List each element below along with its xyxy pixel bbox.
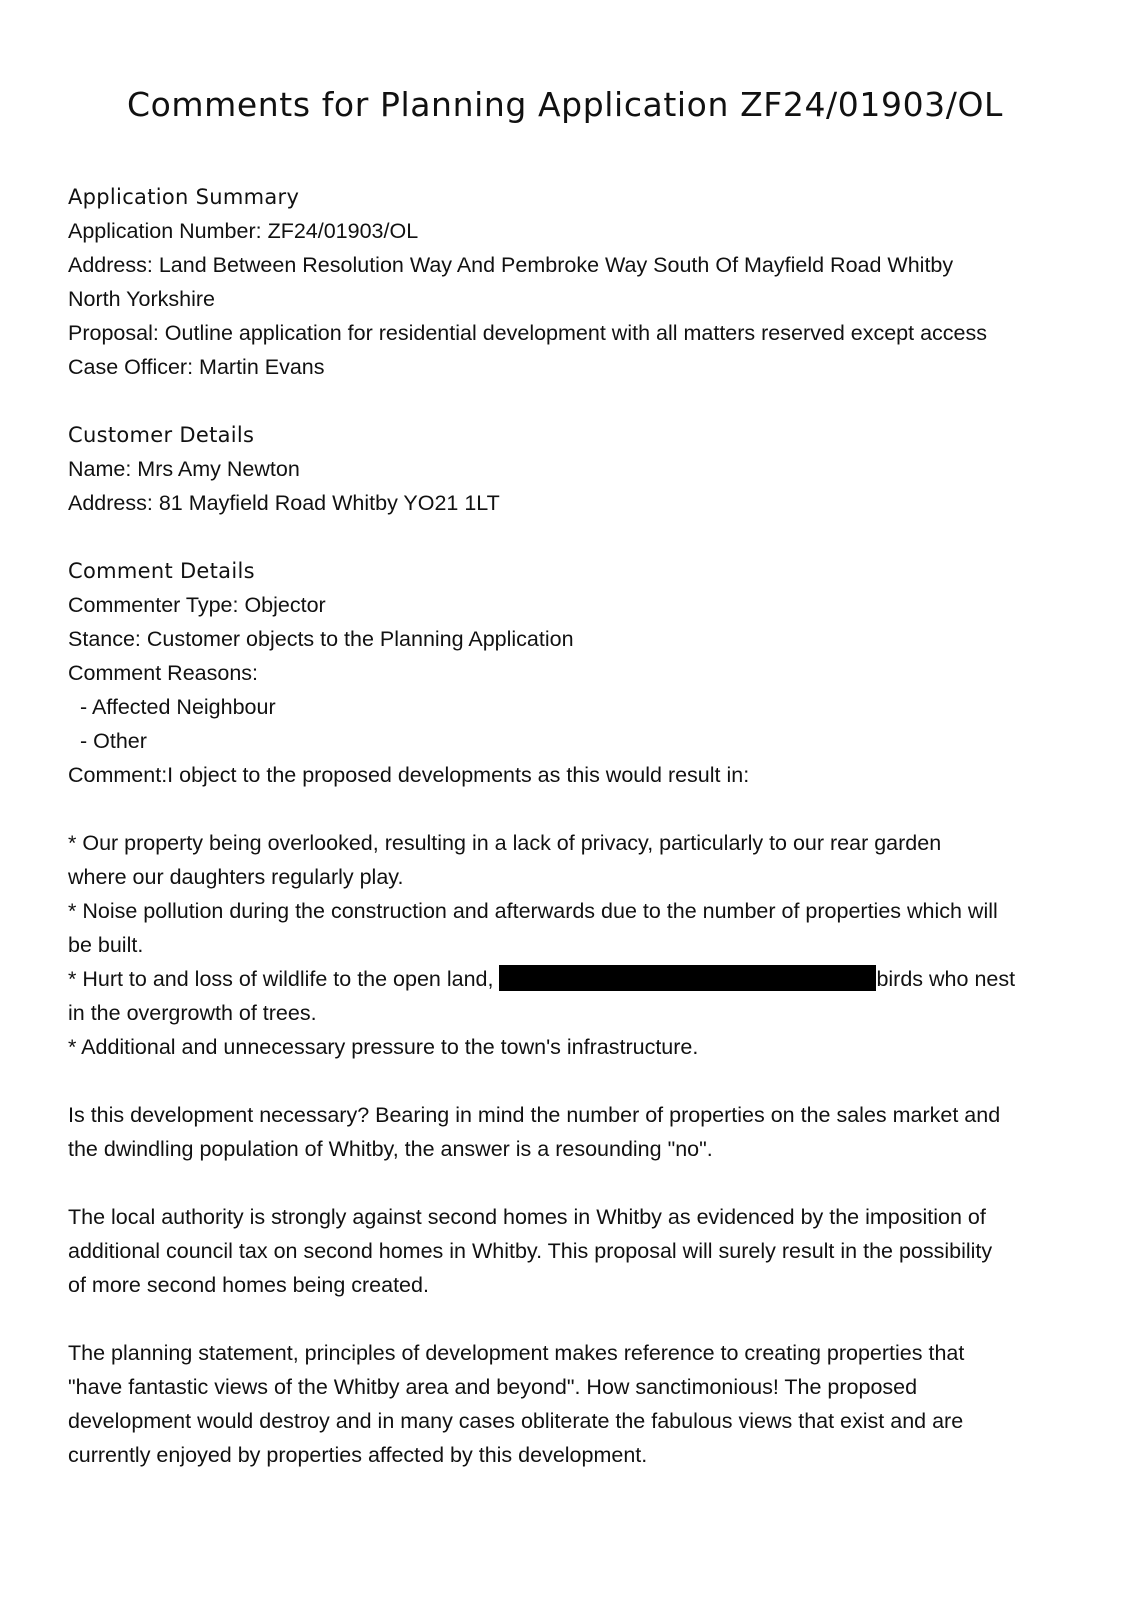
customer-name: Name: Mrs Amy Newton bbox=[68, 457, 300, 481]
application-summary-section bbox=[68, 180, 1068, 384]
paragraph-second-homes-line-3: of more second homes being created. bbox=[68, 1273, 429, 1297]
bullet-wildlife-line-1 bbox=[68, 962, 1068, 996]
application-address-line-1: Address: Land Between Resolution Way And Pembroke Way South Of Mayfield Road Whitby bbox=[68, 253, 954, 277]
paragraph-spacer bbox=[68, 1166, 1068, 1200]
case-officer: Case Officer: Martin Evans bbox=[68, 355, 325, 379]
paragraph-second-homes-line-1: The local authority is strongly against second homes in Whitby as evidenced by the imposition of bbox=[68, 1205, 986, 1229]
comment-reason-item: - Affected Neighbour bbox=[80, 695, 276, 719]
comment-reasons-label: Comment Reasons: bbox=[68, 661, 258, 685]
comment-details-section bbox=[68, 554, 1068, 1472]
paragraph-spacer bbox=[68, 1064, 1068, 1098]
bullet-noise-line-1: * Noise pollution during the construction and afterwards due to the number of properties which will bbox=[68, 899, 998, 923]
customer-details-heading: Customer Details bbox=[68, 423, 255, 447]
bullet-infrastructure: * Additional and unnecessary pressure to the town's infrastructure. bbox=[68, 1035, 699, 1059]
paragraph-spacer bbox=[68, 1302, 1068, 1336]
bullet-wildlife-line-2: in the overgrowth of trees. bbox=[68, 1001, 317, 1025]
commenter-type: Commenter Type: Objector bbox=[68, 593, 326, 617]
paragraph-views-line-3: development would destroy and in many cases obliterate the fabulous views that exist and are bbox=[68, 1409, 964, 1433]
paragraph-views-line-4: currently enjoyed by properties affected by this development. bbox=[68, 1443, 648, 1467]
application-summary-heading: Application Summary bbox=[68, 185, 300, 209]
comment-reason-item: - Other bbox=[80, 729, 147, 753]
bullet-wildlife-text-start: * Hurt to and loss of wildlife to the open land, bbox=[68, 967, 500, 991]
customer-address: Address: 81 Mayfield Road Whitby YO21 1LT bbox=[68, 491, 500, 515]
paragraph-necessity-line-1: Is this development necessary? Bearing in mind the number of properties on the sales market and bbox=[68, 1103, 1001, 1127]
paragraph-second-homes-line-2: additional council tax on second homes in Whitby. This proposal will surely result in the possibility bbox=[68, 1239, 993, 1263]
bullet-noise-line-2: be built. bbox=[68, 933, 144, 957]
application-number: Application Number: ZF24/01903/OL bbox=[68, 219, 419, 243]
paragraph-views-line-2: "have fantastic views of the Whitby area and beyond". How sanctimonious! The proposed bbox=[68, 1375, 918, 1399]
paragraph-spacer bbox=[68, 792, 1068, 826]
bullet-privacy-line-2: where our daughters regularly play. bbox=[68, 865, 404, 889]
application-proposal: Proposal: Outline application for residential development with all matters reserved except access bbox=[68, 321, 987, 345]
application-address-line-2: North Yorkshire bbox=[68, 287, 215, 311]
redaction-block bbox=[499, 965, 876, 991]
page-title: Comments for Planning Application ZF24/01903/OL bbox=[126, 85, 1004, 124]
paragraph-necessity-line-2: the dwindling population of Whitby, the answer is a resounding "no". bbox=[68, 1137, 713, 1161]
comment-details-heading: Comment Details bbox=[68, 559, 255, 583]
document-body bbox=[68, 180, 1068, 1472]
paragraph-views-line-1: The planning statement, principles of development makes reference to creating properties that bbox=[68, 1341, 965, 1365]
section-spacer bbox=[68, 384, 1068, 418]
stance: Stance: Customer objects to the Planning Application bbox=[68, 627, 574, 651]
bullet-privacy-line-1: * Our property being overlooked, resulting in a lack of privacy, particularly to our rear garden bbox=[68, 831, 942, 855]
bullet-wildlife-text-end: birds who nest bbox=[876, 967, 1016, 991]
comment-intro: Comment:I object to the proposed developments as this would result in: bbox=[68, 763, 750, 787]
section-spacer bbox=[68, 520, 1068, 554]
customer-details-section bbox=[68, 418, 1068, 520]
